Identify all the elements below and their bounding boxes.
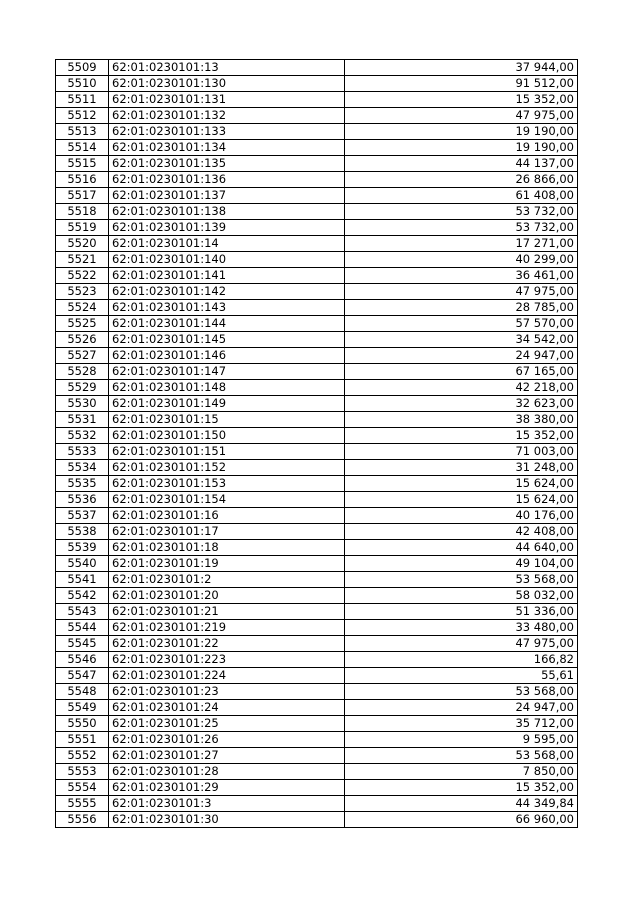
cadastral-number-cell: 62:01:0230101:16: [109, 508, 345, 524]
cadastral-number-cell: 62:01:0230101:25: [109, 716, 345, 732]
row-number-cell: 5554: [56, 780, 109, 796]
cadastral-value-cell: 51 336,00: [345, 604, 578, 620]
cadastral-value-cell: 32 623,00: [345, 396, 578, 412]
cadastral-value-cell: 40 299,00: [345, 252, 578, 268]
table-row: [56, 492, 578, 508]
row-number-cell: 5518: [56, 204, 109, 220]
cadastral-value-cell: 57 570,00: [345, 316, 578, 332]
row-number-cell: 5526: [56, 332, 109, 348]
cadastral-number-cell: 62:01:0230101:138: [109, 204, 345, 220]
table-row: [56, 76, 578, 92]
cadastral-value-cell: 24 947,00: [345, 700, 578, 716]
row-number-cell: 5533: [56, 444, 109, 460]
cadastral-number-cell: 62:01:0230101:142: [109, 284, 345, 300]
cadastral-value-cell: 36 461,00: [345, 268, 578, 284]
table-row: [56, 460, 578, 476]
row-number-cell: 5540: [56, 556, 109, 572]
cadastral-value-cell: 58 032,00: [345, 588, 578, 604]
row-number-cell: 5539: [56, 540, 109, 556]
row-number-cell: 5535: [56, 476, 109, 492]
table-row: [56, 332, 578, 348]
cadastral-value-cell: 42 218,00: [345, 380, 578, 396]
row-number-cell: 5547: [56, 668, 109, 684]
cadastral-value-cell: 55,61: [345, 668, 578, 684]
cadastral-number-cell: 62:01:0230101:224: [109, 668, 345, 684]
table-row: [56, 636, 578, 652]
cadastral-value-cell: 35 712,00: [345, 716, 578, 732]
table-row: [56, 540, 578, 556]
cadastral-number-cell: 62:01:0230101:219: [109, 620, 345, 636]
row-number-cell: 5509: [56, 60, 109, 76]
cadastral-value-cell: 19 190,00: [345, 124, 578, 140]
row-number-cell: 5549: [56, 700, 109, 716]
table-row: [56, 204, 578, 220]
table-row: [56, 108, 578, 124]
cadastral-number-cell: 62:01:0230101:14: [109, 236, 345, 252]
table-row: [56, 748, 578, 764]
cadastral-value-cell: 17 271,00: [345, 236, 578, 252]
table-row: [56, 348, 578, 364]
cadastral-value-cell: 44 640,00: [345, 540, 578, 556]
row-number-cell: 5537: [56, 508, 109, 524]
row-number-cell: 5520: [56, 236, 109, 252]
row-number-cell: 5546: [56, 652, 109, 668]
cadastral-value-cell: 71 003,00: [345, 444, 578, 460]
cadastral-value-cell: 7 850,00: [345, 764, 578, 780]
cadastral-number-cell: 62:01:0230101:2: [109, 572, 345, 588]
table-row: [56, 236, 578, 252]
cadastral-number-cell: 62:01:0230101:153: [109, 476, 345, 492]
cadastral-number-cell: 62:01:0230101:17: [109, 524, 345, 540]
cadastral-number-cell: 62:01:0230101:30: [109, 812, 345, 828]
cadastral-number-cell: 62:01:0230101:134: [109, 140, 345, 156]
cadastral-number-cell: 62:01:0230101:141: [109, 268, 345, 284]
cadastral-number-cell: 62:01:0230101:28: [109, 764, 345, 780]
cadastral-value-cell: 15 352,00: [345, 780, 578, 796]
table-row: [56, 284, 578, 300]
cadastral-number-cell: 62:01:0230101:150: [109, 428, 345, 444]
row-number-cell: 5511: [56, 92, 109, 108]
row-number-cell: 5543: [56, 604, 109, 620]
cadastral-value-cell: 53 732,00: [345, 204, 578, 220]
table-row: [56, 716, 578, 732]
cadastral-number-cell: 62:01:0230101:149: [109, 396, 345, 412]
row-number-cell: 5532: [56, 428, 109, 444]
row-number-cell: 5541: [56, 572, 109, 588]
table-row: [56, 188, 578, 204]
table-row: [56, 92, 578, 108]
cadastral-value-cell: 47 975,00: [345, 284, 578, 300]
table-body: [56, 60, 578, 828]
table-row: [56, 252, 578, 268]
cadastral-value-cell: 44 137,00: [345, 156, 578, 172]
row-number-cell: 5515: [56, 156, 109, 172]
table-row: [56, 364, 578, 380]
cadastral-value-cell: 15 352,00: [345, 428, 578, 444]
row-number-cell: 5510: [56, 76, 109, 92]
cadastral-number-cell: 62:01:0230101:139: [109, 220, 345, 236]
cadastral-number-cell: 62:01:0230101:26: [109, 732, 345, 748]
cadastral-number-cell: 62:01:0230101:148: [109, 380, 345, 396]
row-number-cell: 5538: [56, 524, 109, 540]
cadastral-number-cell: 62:01:0230101:21: [109, 604, 345, 620]
cadastral-value-cell: 26 866,00: [345, 172, 578, 188]
cadastral-number-cell: 62:01:0230101:135: [109, 156, 345, 172]
cadastral-value-cell: 91 512,00: [345, 76, 578, 92]
table-row: [56, 684, 578, 700]
cadastral-value-cell: 42 408,00: [345, 524, 578, 540]
cadastral-value-cell: 38 380,00: [345, 412, 578, 428]
cadastral-number-cell: 62:01:0230101:3: [109, 796, 345, 812]
cadastral-number-cell: 62:01:0230101:144: [109, 316, 345, 332]
table-row: [56, 156, 578, 172]
cadastral-value-table: [55, 59, 578, 828]
cadastral-number-cell: 62:01:0230101:27: [109, 748, 345, 764]
cadastral-value-cell: 34 542,00: [345, 332, 578, 348]
cadastral-number-cell: 62:01:0230101:20: [109, 588, 345, 604]
cadastral-number-cell: 62:01:0230101:151: [109, 444, 345, 460]
table-row: [56, 140, 578, 156]
table-row: [56, 556, 578, 572]
row-number-cell: 5544: [56, 620, 109, 636]
cadastral-value-cell: 49 104,00: [345, 556, 578, 572]
row-number-cell: 5552: [56, 748, 109, 764]
cadastral-value-cell: 53 568,00: [345, 748, 578, 764]
cadastral-value-cell: 15 624,00: [345, 492, 578, 508]
cadastral-value-cell: 53 568,00: [345, 684, 578, 700]
table-row: [56, 732, 578, 748]
table-row: [56, 268, 578, 284]
cadastral-number-cell: 62:01:0230101:143: [109, 300, 345, 316]
row-number-cell: 5555: [56, 796, 109, 812]
cadastral-number-cell: 62:01:0230101:145: [109, 332, 345, 348]
table-row: [56, 412, 578, 428]
row-number-cell: 5512: [56, 108, 109, 124]
row-number-cell: 5530: [56, 396, 109, 412]
table-row: [56, 60, 578, 76]
table-row: [56, 620, 578, 636]
row-number-cell: 5531: [56, 412, 109, 428]
table-row: [56, 300, 578, 316]
row-number-cell: 5553: [56, 764, 109, 780]
cadastral-value-cell: 61 408,00: [345, 188, 578, 204]
cadastral-value-cell: 24 947,00: [345, 348, 578, 364]
cadastral-value-cell: 66 960,00: [345, 812, 578, 828]
cadastral-value-cell: 166,82: [345, 652, 578, 668]
row-number-cell: 5521: [56, 252, 109, 268]
cadastral-value-cell: 19 190,00: [345, 140, 578, 156]
cadastral-number-cell: 62:01:0230101:152: [109, 460, 345, 476]
cadastral-number-cell: 62:01:0230101:24: [109, 700, 345, 716]
row-number-cell: 5545: [56, 636, 109, 652]
table-row: [56, 396, 578, 412]
row-number-cell: 5523: [56, 284, 109, 300]
cadastral-value-cell: 53 568,00: [345, 572, 578, 588]
cadastral-number-cell: 62:01:0230101:131: [109, 92, 345, 108]
table-row: [56, 220, 578, 236]
cadastral-value-cell: 67 165,00: [345, 364, 578, 380]
table-row: [56, 476, 578, 492]
row-number-cell: 5551: [56, 732, 109, 748]
cadastral-number-cell: 62:01:0230101:22: [109, 636, 345, 652]
cadastral-value-cell: 40 176,00: [345, 508, 578, 524]
cadastral-value-cell: 9 595,00: [345, 732, 578, 748]
table-row: [56, 444, 578, 460]
table-row: [56, 172, 578, 188]
cadastral-value-cell: 53 732,00: [345, 220, 578, 236]
row-number-cell: 5513: [56, 124, 109, 140]
row-number-cell: 5534: [56, 460, 109, 476]
cadastral-value-cell: 33 480,00: [345, 620, 578, 636]
row-number-cell: 5524: [56, 300, 109, 316]
cadastral-value-cell: 37 944,00: [345, 60, 578, 76]
cadastral-number-cell: 62:01:0230101:140: [109, 252, 345, 268]
table-row: [56, 668, 578, 684]
cadastral-number-cell: 62:01:0230101:133: [109, 124, 345, 140]
table-row: [56, 780, 578, 796]
table-row: [56, 524, 578, 540]
row-number-cell: 5516: [56, 172, 109, 188]
cadastral-number-cell: 62:01:0230101:154: [109, 492, 345, 508]
cadastral-value-cell: 15 352,00: [345, 92, 578, 108]
table-row: [56, 572, 578, 588]
table-row: [56, 604, 578, 620]
row-number-cell: 5529: [56, 380, 109, 396]
cadastral-number-cell: 62:01:0230101:18: [109, 540, 345, 556]
cadastral-number-cell: 62:01:0230101:13: [109, 60, 345, 76]
cadastral-value-cell: 44 349,84: [345, 796, 578, 812]
cadastral-number-cell: 62:01:0230101:23: [109, 684, 345, 700]
table-row: [56, 796, 578, 812]
row-number-cell: 5550: [56, 716, 109, 732]
row-number-cell: 5542: [56, 588, 109, 604]
cadastral-number-cell: 62:01:0230101:130: [109, 76, 345, 92]
table-row: [56, 764, 578, 780]
table-row: [56, 428, 578, 444]
cadastral-number-cell: 62:01:0230101:146: [109, 348, 345, 364]
table-row: [56, 812, 578, 828]
cadastral-number-cell: 62:01:0230101:137: [109, 188, 345, 204]
cadastral-value-cell: 47 975,00: [345, 108, 578, 124]
row-number-cell: 5536: [56, 492, 109, 508]
cadastral-number-cell: 62:01:0230101:223: [109, 652, 345, 668]
cadastral-value-cell: 28 785,00: [345, 300, 578, 316]
row-number-cell: 5556: [56, 812, 109, 828]
row-number-cell: 5528: [56, 364, 109, 380]
cadastral-number-cell: 62:01:0230101:136: [109, 172, 345, 188]
cadastral-value-cell: 15 624,00: [345, 476, 578, 492]
cadastral-value-cell: 47 975,00: [345, 636, 578, 652]
table-row: [56, 588, 578, 604]
row-number-cell: 5514: [56, 140, 109, 156]
row-number-cell: 5519: [56, 220, 109, 236]
row-number-cell: 5548: [56, 684, 109, 700]
table-row: [56, 380, 578, 396]
table-row: [56, 508, 578, 524]
table-row: [56, 316, 578, 332]
table-row: [56, 652, 578, 668]
cadastral-number-cell: 62:01:0230101:15: [109, 412, 345, 428]
cadastral-number-cell: 62:01:0230101:147: [109, 364, 345, 380]
cadastral-number-cell: 62:01:0230101:29: [109, 780, 345, 796]
row-number-cell: 5527: [56, 348, 109, 364]
table-row: [56, 700, 578, 716]
table-row: [56, 124, 578, 140]
row-number-cell: 5522: [56, 268, 109, 284]
row-number-cell: 5525: [56, 316, 109, 332]
cadastral-number-cell: 62:01:0230101:132: [109, 108, 345, 124]
cadastral-value-cell: 31 248,00: [345, 460, 578, 476]
cadastral-number-cell: 62:01:0230101:19: [109, 556, 345, 572]
row-number-cell: 5517: [56, 188, 109, 204]
